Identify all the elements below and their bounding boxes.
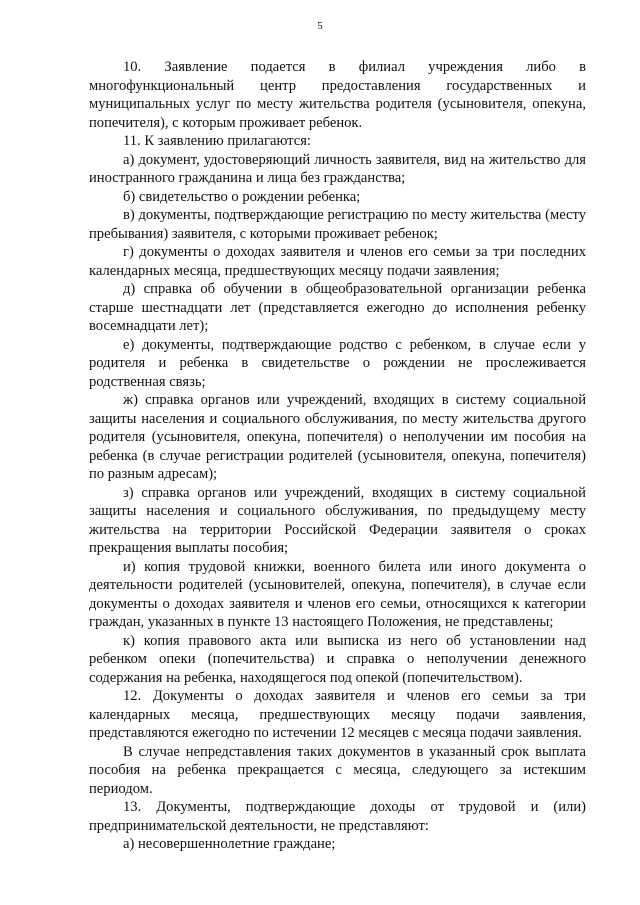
paragraph-item-12-continuation: В случае непредставления таких документов в указанный срок выплата пособия на ребенка прекращается с месяца, следующего за истекшим периодом. — [89, 743, 586, 797]
document-body — [89, 58, 586, 854]
page-number: 5 — [317, 20, 323, 32]
list-item-g: г) документы о доходах заявителя и членов его семьи за три последних календарных месяца, предшествующих месяцу подачи заявления; — [89, 244, 586, 279]
list-item-d: д) справка об обучении в общеобразовательной организации ребенка старше шестнадцати лет (представляется ежегодно до исполнения ребенку восемнадцати лет); — [89, 281, 586, 334]
list-item-k: к) копия правового акта или выписка из него об установлении над ребенком опеки (попечительства) и справка о неполучении денежного содержания на ребенка, находящегося под опекой (попечительством). — [89, 632, 586, 686]
paragraph-item-12: 12. Документы о доходах заявителя и членов его семьи за три календарных месяца, предшествующих месяцу подачи заявления, представляются ежегодно по истечении 12 месяцев с месяца подачи заявления. — [89, 688, 586, 741]
paragraph-item-13: 13. Документы, подтверждающие доходы от трудовой и (или) предпринимательской деятельности, не представляют: — [89, 799, 586, 834]
paragraph-item-11: 11. К заявлению прилагаются: — [123, 133, 311, 149]
list-item-i: и) копия трудовой книжки, военного билета или иного документа о деятельности родителей (усыновителей, опекуна, попечителя), в случае если документы о доходах заявителя и членов его семьи, относящихся к категории граждан, указанных в пункте 13 настоящего Положения, не представлены; — [89, 558, 586, 630]
list-item-a: а) документ, удостоверяющий личность заявителя, вид на жительство для иностранного гражданина и лица без гражданства; — [89, 151, 586, 186]
list-item-13-a: а) несовершеннолетние граждане; — [123, 836, 336, 852]
list-item-e: е) документы, подтверждающие родство с ребенком, в случае если у родителя и ребенка в свидетельстве о рождении не прослеживается родственная связь; — [89, 336, 586, 390]
list-item-zh: ж) справка органов или учреждений, входящих в систему социальной защиты населения и социального обслуживания, по месту жительства другого родителя (усыновителя, опекуна, попечителя) о неполучении им пособия на ребенка (в случае регистрации родителей (усыновителя, опекуна, попечителя) по разным адресам); — [89, 392, 586, 482]
paragraph-item-10: 10. Заявление подается в филиал учреждения либо в многофункциональный центр предоставления государственных и муниципальных услуг по месту жительства родителя (усыновителя, опекуна, попечителя), с которым проживает ребенок. — [89, 59, 586, 131]
list-item-b: б) свидетельство о рождении ребенка; — [123, 188, 361, 205]
list-item-v: в) документы, подтверждающие регистрацию по месту жительства (месту пребывания) заявителя, с которыми проживает ребенок; — [89, 207, 586, 242]
list-item-z: з) справка органов или учреждений, входящих в систему социальной защиты населения и социального обслуживания, по предыдущему месту жительства на территории Российской Федерации заявителя о сроках прекращения выплаты пособия; — [89, 484, 586, 556]
